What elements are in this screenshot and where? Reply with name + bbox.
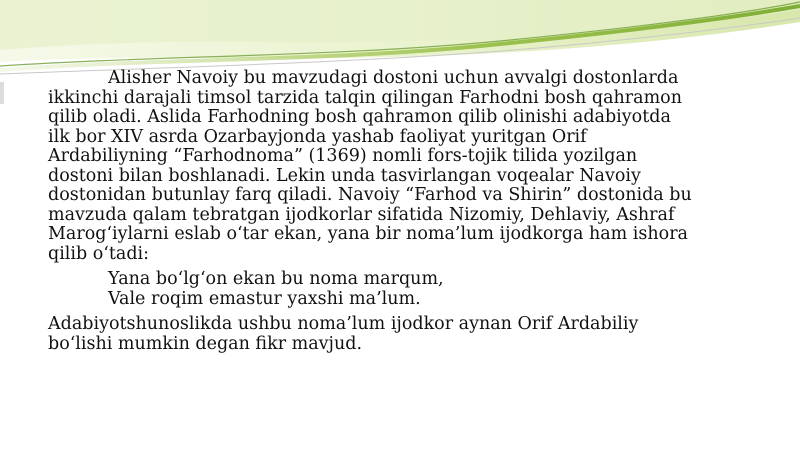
paragraph-line: qilib o‘tadi: bbox=[48, 243, 150, 264]
paragraph-line: Alisher Navoiy bu mavzudagi dostoni uchun avvalgi dostonlarda bbox=[108, 68, 679, 88]
closing-line: bo‘lishi mumkin degan fikr mavjud. bbox=[48, 333, 363, 354]
left-edge-accent bbox=[0, 82, 4, 104]
document-body bbox=[48, 69, 790, 354]
paragraph-line: dostonidan butunlay farq qiladi. Navoiy “Farhod va Shirin” dostonida bu bbox=[48, 185, 692, 205]
closing-paragraph bbox=[48, 315, 790, 354]
closing-line: Adabiyotshunoslikda ushbu noma’lum ijodkor aynan Orif Ardabiliy bbox=[48, 314, 639, 334]
paragraph-line: mavzuda qalam tebratgan ijodkorlar sifatida Nizomiy, Dehlaviy, Ashraf bbox=[48, 204, 675, 225]
paragraph-line: qilib oladi. Aslida Farhodning bosh qahramon qilib olinishi adabiyotda bbox=[48, 107, 671, 127]
verse-quote bbox=[48, 270, 790, 309]
verse-line: Vale roqim emastur yaxshi ma’lum. bbox=[108, 288, 421, 309]
paragraph-line: ilk bor XIV asrda Ozarbayjonda yashab faoliyat yuritgan Orif bbox=[48, 126, 587, 147]
paragraph-line: dostoni bilan boshlanadi. Lekin unda tasvirlangan voqealar Navoiy bbox=[48, 165, 641, 186]
paragraph-line: Marog‘iylarni eslab o‘tar ekan, yana bir noma’lum ijodkorga ham ishora bbox=[48, 224, 688, 244]
verse-line: Yana bo‘lg‘on ekan bu noma marqum, bbox=[108, 269, 444, 289]
paragraph-line: Ardabiliyning “Farhodnoma” (1369) nomli fors-tojik tilida yozilgan bbox=[48, 146, 638, 166]
main-paragraph bbox=[48, 69, 790, 264]
paragraph-line: ikkinchi darajali timsol tarzida talqin qilingan Farhodni bosh qahramon bbox=[48, 87, 682, 108]
